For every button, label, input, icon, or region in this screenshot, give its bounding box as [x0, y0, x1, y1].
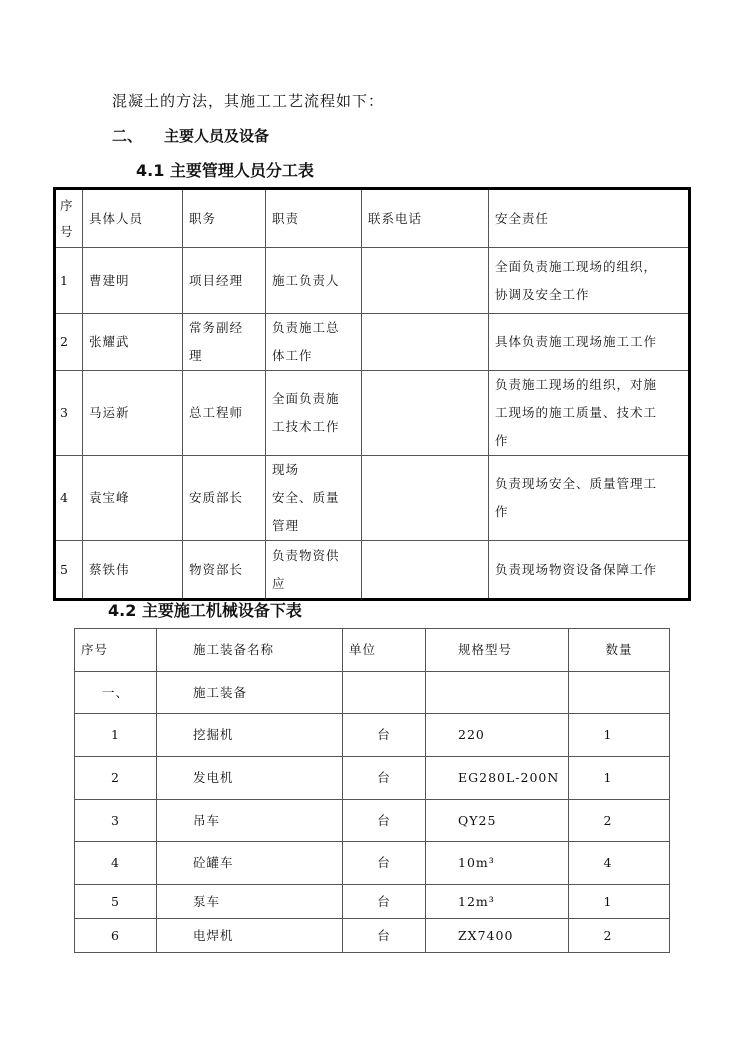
table-cell	[362, 541, 489, 600]
table-cell: 220	[426, 714, 569, 757]
table2-title: 4.2 主要施工机械设备下表	[108, 601, 302, 620]
table-cell: 5	[75, 885, 157, 919]
table-cell: 6	[75, 919, 157, 953]
table-cell: 袁宝峰	[83, 456, 183, 541]
table-cell: 数量	[569, 629, 670, 672]
table-row	[55, 371, 690, 456]
table-cell: 5	[55, 541, 83, 600]
table-cell: 马运新	[83, 371, 183, 456]
table-cell: 单位	[343, 629, 426, 672]
group-row	[75, 672, 670, 714]
table-row	[75, 885, 670, 919]
table-cell: 4	[55, 456, 83, 541]
table-cell: ZX7400	[426, 919, 569, 953]
table-cell: EG280L-200N	[426, 757, 569, 800]
section-heading	[112, 125, 269, 146]
table-cell: 常务副经 理	[183, 314, 266, 371]
table-cell: 项目经理	[183, 248, 266, 314]
table-cell: 物资部长	[183, 541, 266, 600]
table-row	[75, 800, 670, 842]
table-cell: 现场 安全、质量 管理	[266, 456, 362, 541]
table-row	[55, 456, 690, 541]
table-row	[55, 314, 690, 371]
table-cell: 挖掘机	[157, 714, 343, 757]
table-cell: 总工程师	[183, 371, 266, 456]
table-cell: 职务	[183, 189, 266, 248]
table-cell: 电焊机	[157, 919, 343, 953]
table-cell: 职责	[266, 189, 362, 248]
table-cell	[343, 672, 426, 714]
table-cell: 4	[569, 842, 670, 885]
table-cell: 一、	[75, 672, 157, 714]
table-cell: 2	[75, 757, 157, 800]
table-cell: 泵车	[157, 885, 343, 919]
table-cell: 吊车	[157, 800, 343, 842]
table-cell: 1	[569, 714, 670, 757]
table-cell: 施工装备	[157, 672, 343, 714]
table-cell: 蔡铁伟	[83, 541, 183, 600]
section-title: 主要人员及设备	[164, 127, 270, 145]
table-cell: 安质部长	[183, 456, 266, 541]
table-cell: 施工负责人	[266, 248, 362, 314]
table-cell: 负责施工总 体工作	[266, 314, 362, 371]
table-cell: 规格型号	[426, 629, 569, 672]
table-cell	[362, 248, 489, 314]
table-cell: 曹建明	[83, 248, 183, 314]
table-cell: 1	[569, 757, 670, 800]
table-cell: 序 号	[55, 189, 83, 248]
table-cell: 台	[343, 919, 426, 953]
table-cell: QY25	[426, 800, 569, 842]
table-cell: 具体负责施工现场施工工作	[489, 314, 690, 371]
table-header-row	[55, 189, 690, 248]
table-row	[75, 757, 670, 800]
table-cell	[426, 672, 569, 714]
table-cell	[362, 371, 489, 456]
table-cell: 张耀武	[83, 314, 183, 371]
table-cell: 2	[569, 800, 670, 842]
table-cell: 2	[569, 919, 670, 953]
table-cell: 10m³	[426, 842, 569, 885]
table-cell: 联系电话	[362, 189, 489, 248]
table-cell: 砼罐车	[157, 842, 343, 885]
table-cell: 1	[55, 248, 83, 314]
table-cell: 发电机	[157, 757, 343, 800]
table-cell: 1	[569, 885, 670, 919]
table-cell: 1	[75, 714, 157, 757]
table-cell: 台	[343, 885, 426, 919]
table-cell: 负责现场物资设备保障工作	[489, 541, 690, 600]
table-header-row	[75, 629, 670, 672]
table-cell: 4	[75, 842, 157, 885]
table-cell	[362, 456, 489, 541]
table-cell: 全面负责施工现场的组织， 协调及安全工作	[489, 248, 690, 314]
table-cell: 施工装备名称	[157, 629, 343, 672]
table-cell: 台	[343, 800, 426, 842]
equipment-table	[74, 628, 670, 953]
management-staff-table	[53, 187, 691, 601]
table-cell: 台	[343, 714, 426, 757]
section-number: 二、	[112, 127, 143, 145]
table-cell: 序号	[75, 629, 157, 672]
table-row	[75, 842, 670, 885]
table-row	[55, 248, 690, 314]
table-cell: 负责现场安全、质量管理工 作	[489, 456, 690, 541]
table-row	[55, 541, 690, 600]
table-cell	[569, 672, 670, 714]
table-row	[75, 919, 670, 953]
table-cell: 具体人员	[83, 189, 183, 248]
table-cell: 负责施工现场的组织，对施 工现场的施工质量、技术工 作	[489, 371, 690, 456]
table-cell	[362, 314, 489, 371]
table-cell: 全面负责施 工技术工作	[266, 371, 362, 456]
table-cell: 台	[343, 757, 426, 800]
table-cell: 12m³	[426, 885, 569, 919]
intro-paragraph: 混凝土的方法，其施工工艺流程如下：	[112, 92, 385, 110]
table1-title: 4.1 主要管理人员分工表	[136, 161, 314, 180]
table-cell: 台	[343, 842, 426, 885]
table-cell: 3	[75, 800, 157, 842]
table-cell: 3	[55, 371, 83, 456]
table-cell: 安全责任	[489, 189, 690, 248]
table-cell: 2	[55, 314, 83, 371]
table-cell: 负责物资供 应	[266, 541, 362, 600]
table-row	[75, 714, 670, 757]
